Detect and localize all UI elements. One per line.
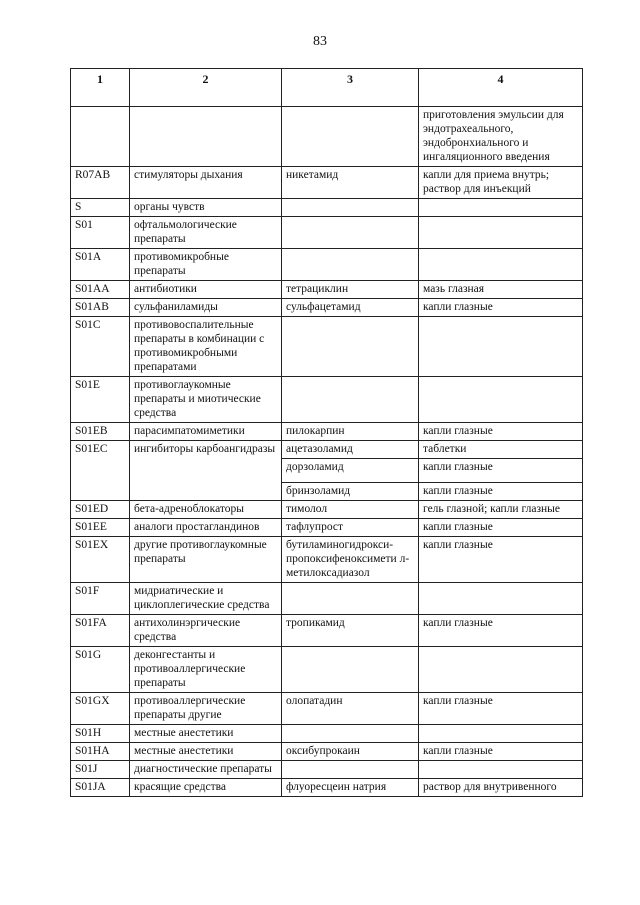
group-cell: парасимпатомиметики [130, 423, 282, 441]
group-cell: противовоспалительные препараты в комбинации с противомикробными препаратами [130, 317, 282, 377]
atc-code-cell: S01H [71, 725, 130, 743]
dosage-form-cell: капли глазные [419, 459, 583, 483]
dosage-form-cell [419, 583, 583, 615]
column-header-4: 4 [419, 69, 583, 107]
drug-cell: тетрациклин [282, 281, 419, 299]
atc-code-cell: S [71, 199, 130, 217]
dosage-form-cell: приготовления эмульсии для эндотрахеального, эндобронхиального и ингаляционного введения [419, 107, 583, 167]
table-row [71, 423, 583, 441]
table-row [71, 249, 583, 281]
dosage-form-cell: капли глазные [419, 483, 583, 501]
atc-code-cell [71, 107, 130, 167]
table-header-row [71, 69, 583, 107]
atc-code-cell: S01C [71, 317, 130, 377]
atc-code-cell: S01EE [71, 519, 130, 537]
group-cell: местные анестетики [130, 725, 282, 743]
column-header-1: 1 [71, 69, 130, 107]
atc-code-cell: S01JA [71, 779, 130, 797]
drug-cell [282, 761, 419, 779]
group-cell: противоглаукомные препараты и миотические средства [130, 377, 282, 423]
dosage-form-cell: таблетки [419, 441, 583, 459]
drug-cell: тропикамид [282, 615, 419, 647]
drug-cell [282, 647, 419, 693]
drug-cell: дорзоламид [282, 459, 419, 483]
dosage-form-cell: капли глазные [419, 615, 583, 647]
table-row [71, 761, 583, 779]
dosage-form-cell [419, 377, 583, 423]
table-row [71, 299, 583, 317]
table-row [71, 779, 583, 797]
dosage-form-cell: мазь глазная [419, 281, 583, 299]
group-cell: деконгестанты и противоаллергические препараты [130, 647, 282, 693]
atc-code-cell: S01FA [71, 615, 130, 647]
drug-cell: оксибупрокаин [282, 743, 419, 761]
drug-cell: ацетазоламид [282, 441, 419, 459]
drug-cell: бутиламиногидрокси-пропоксифеноксимети л-метилоксадиазол [282, 537, 419, 583]
group-cell: офтальмологические препараты [130, 217, 282, 249]
atc-code-cell: S01AB [71, 299, 130, 317]
group-cell: антихолинэргические средства [130, 615, 282, 647]
drug-cell: флуоресцеин натрия [282, 779, 419, 797]
atc-code-cell: S01J [71, 761, 130, 779]
group-cell: ингибиторы карбоангидразы [130, 441, 282, 501]
table-row [71, 167, 583, 199]
table-row [71, 217, 583, 249]
drug-table [70, 68, 583, 797]
group-cell: мидриатические и циклоплегические средства [130, 583, 282, 615]
dosage-form-cell [419, 647, 583, 693]
group-cell: противомикробные препараты [130, 249, 282, 281]
drug-cell [282, 725, 419, 743]
dosage-form-cell [419, 725, 583, 743]
drug-cell: тафлупрост [282, 519, 419, 537]
atc-code-cell: S01A [71, 249, 130, 281]
atc-code-cell: S01HA [71, 743, 130, 761]
drug-cell: пилокарпин [282, 423, 419, 441]
drug-cell: бринзоламид [282, 483, 419, 501]
table-row [71, 537, 583, 583]
table-row [71, 199, 583, 217]
group-cell: диагностические препараты [130, 761, 282, 779]
table-row [71, 281, 583, 299]
atc-code-cell: S01EB [71, 423, 130, 441]
dosage-form-cell: гель глазной; капли глазные [419, 501, 583, 519]
dosage-form-cell: капли глазные [419, 693, 583, 725]
column-header-2: 2 [130, 69, 282, 107]
drug-cell [282, 377, 419, 423]
table-row [71, 107, 583, 167]
table-row [71, 743, 583, 761]
drug-cell [282, 217, 419, 249]
dosage-form-cell: раствор для внутривенного [419, 779, 583, 797]
drug-cell: сульфацетамид [282, 299, 419, 317]
atc-code-cell: S01G [71, 647, 130, 693]
group-cell: органы чувств [130, 199, 282, 217]
atc-code-cell: R07AB [71, 167, 130, 199]
group-cell: местные анестетики [130, 743, 282, 761]
column-header-3: 3 [282, 69, 419, 107]
table-row [71, 615, 583, 647]
group-cell: стимуляторы дыхания [130, 167, 282, 199]
dosage-form-cell: капли глазные [419, 423, 583, 441]
drug-cell: олопатадин [282, 693, 419, 725]
table-row [71, 441, 583, 459]
dosage-form-cell [419, 761, 583, 779]
group-cell [130, 107, 282, 167]
atc-code-cell: S01F [71, 583, 130, 615]
table-row [71, 693, 583, 725]
table-row [71, 647, 583, 693]
atc-code-cell: S01EC [71, 441, 130, 501]
dosage-form-cell: капли глазные [419, 743, 583, 761]
drug-cell [282, 107, 419, 167]
dosage-form-cell: капли глазные [419, 299, 583, 317]
group-cell: сульфаниламиды [130, 299, 282, 317]
atc-code-cell: S01 [71, 217, 130, 249]
drug-cell [282, 249, 419, 281]
table-row [71, 501, 583, 519]
drug-cell [282, 583, 419, 615]
table-row [71, 377, 583, 423]
dosage-form-cell [419, 199, 583, 217]
group-cell: красящие средства [130, 779, 282, 797]
drug-cell: никетамид [282, 167, 419, 199]
dosage-form-cell: капли для приема внутрь; раствор для инъекций [419, 167, 583, 199]
dosage-form-cell [419, 317, 583, 377]
drug-cell: тимолол [282, 501, 419, 519]
drug-cell [282, 317, 419, 377]
group-cell: аналоги простагландинов [130, 519, 282, 537]
page-number: 83 [313, 34, 327, 49]
atc-code-cell: S01EX [71, 537, 130, 583]
atc-code-cell: S01GX [71, 693, 130, 725]
dosage-form-cell: капли глазные [419, 519, 583, 537]
group-cell: антибиотики [130, 281, 282, 299]
atc-code-cell: S01AA [71, 281, 130, 299]
table-row [71, 725, 583, 743]
table-row [71, 519, 583, 537]
dosage-form-cell [419, 217, 583, 249]
dosage-form-cell: капли глазные [419, 537, 583, 583]
atc-code-cell: S01ED [71, 501, 130, 519]
group-cell: противоаллергические препараты другие [130, 693, 282, 725]
group-cell: бета-адреноблокаторы [130, 501, 282, 519]
dosage-form-cell [419, 249, 583, 281]
table-row [71, 317, 583, 377]
group-cell: другие противоглаукомные препараты [130, 537, 282, 583]
atc-code-cell: S01E [71, 377, 130, 423]
table-row [71, 583, 583, 615]
drug-cell [282, 199, 419, 217]
